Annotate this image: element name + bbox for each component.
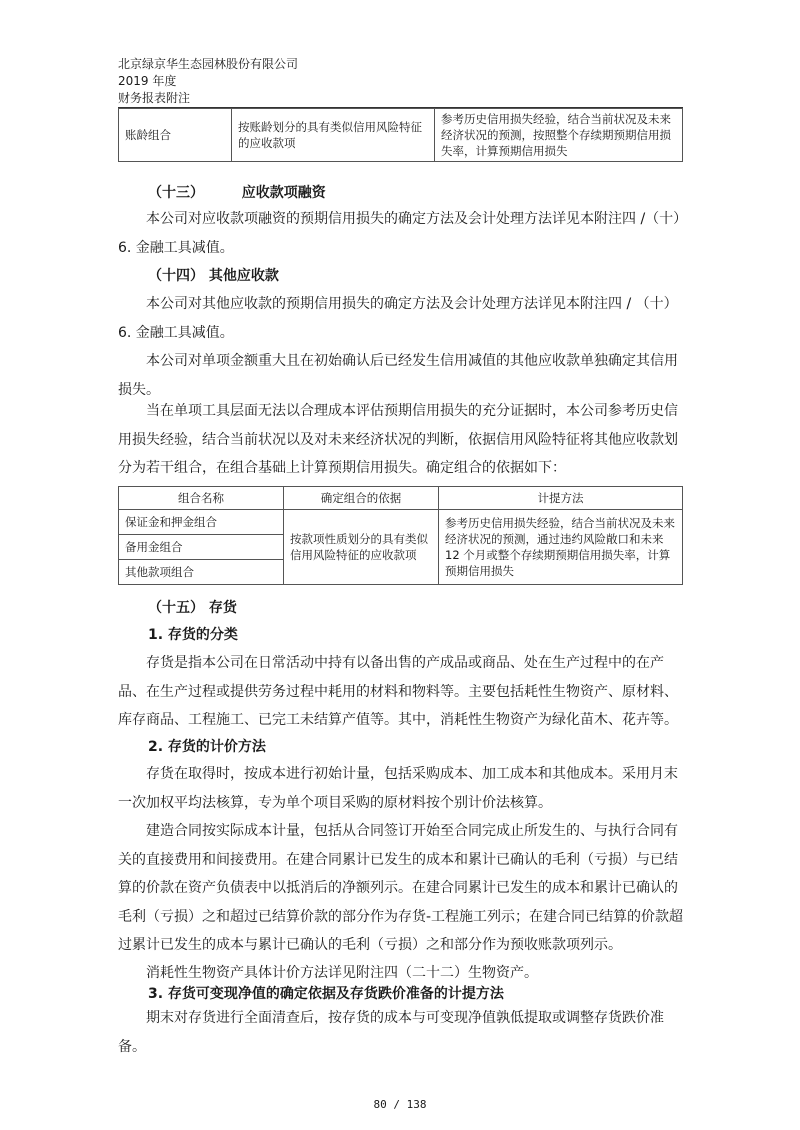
subsection-2-paragraph-3: 消耗性生物资产具体计价方法详见附注四（二十二）生物资产。 <box>146 965 538 981</box>
subsection-3-paragraph: 期末对存货进行全面清查后，按存货的成本与可变现净值孰低提取或调整存货跌价准备。 <box>118 1010 664 1055</box>
section-14-paragraph-3: 当在单项工具层面无法以合理成本评估预期信用损失的充分证据时，本公司参考历史信用损失经验，结合当前状况以及对未来经济状况的判断，依据信用风险特征将其他应收款划分为若干组合，在组合基础上计算预期信用损失。确定组合的依据如下： <box>118 403 678 476</box>
aging-combo-table <box>118 108 683 162</box>
combo-name-cell: 备用金组合 <box>119 535 284 560</box>
column-header: 确定组合的依据 <box>284 487 439 510</box>
combo-basis-cell: 按款项性质划分的具有类似信用风险特征的应收款项 <box>284 510 439 585</box>
table-row <box>119 109 683 162</box>
section-15-heading: （十五） 存货 <box>148 600 237 616</box>
combo-name-cell: 其他款项组合 <box>119 560 284 585</box>
report-year: 2019 年度 <box>118 74 177 88</box>
section-14-heading: （十四） 其他应收款 <box>148 268 279 284</box>
section-13-paragraph: 本公司对应收款项融资的预期信用损失的确定方法及会计处理方法详见本附注四 /（十）6. 金融工具减值。 <box>118 211 681 256</box>
section-13-title: 应收款项融资 <box>241 185 326 201</box>
combo-basis-cell: 按账龄划分的具有类似信用风险特征的应收款项 <box>232 109 435 162</box>
combo-method-cell: 参考历史信用损失经验，结合当前状况及未来经济状况的预测，通过违约风险敞口和未来 12 个月或整个存续期预期信用损失率，计算预期信用损失 <box>439 510 683 585</box>
combo-name-cell: 保证金和押金组合 <box>119 510 284 535</box>
subsection-2-paragraph-2: 建造合同按实际成本计量，包括从合同签订开始至合同完成止所发生的、与执行合同有关的直接费用和间接费用。在建合同累计已发生的成本和累计已确认的毛利（亏损）与已结算的价款在资产负债表中以抵消后的净额列示。在建合同累计已发生的成本和累计已确认的毛利（亏损）之和超过已结算价款的部分作为存货-工程施工列示；在建合同已结算的价款超过累计已发生的成本与累计已确认的毛利（亏损）之和部分作为预收账款项列示。 <box>118 823 684 953</box>
subsection-1-heading: 1. 存货的分类 <box>148 627 238 643</box>
subsection-3-heading: 3. 存货可变现净值的确定依据及存货跌价准备的计提方法 <box>148 986 504 1002</box>
document-title: 财务报表附注 <box>118 91 191 105</box>
subsection-1-paragraph: 存货是指本公司在日常活动中持有以备出售的产成品或商品、处在生产过程中的在产品、在生产过程或提供劳务过程中耗用的材料和物料等。主要包括耗性生物资产、原材料、库存商品、工程施工、已完工未结算产值等。其中，消耗性生物资产为绿化苗木、花卉等。 <box>118 655 678 728</box>
subsection-2-heading: 2. 存货的计价方法 <box>148 739 266 755</box>
combo-name-cell: 账龄组合 <box>119 109 232 162</box>
page-header <box>118 56 298 107</box>
combo-basis-table <box>118 486 683 585</box>
table-row <box>119 510 683 535</box>
subsection-2-paragraph-1: 存货在取得时，按成本进行初始计量，包括采购成本、加工成本和其他成本。采用月末一次加权平均法核算，专为单个项目采购的原材料按个别计价法核算。 <box>118 766 678 811</box>
column-header: 组合名称 <box>119 487 284 510</box>
column-header: 计提方法 <box>439 487 683 510</box>
section-14-paragraph-2: 本公司对单项金额重大且在初始确认后已经发生信用减值的其他应收款单独确定其信用损失。 <box>118 353 678 398</box>
table-header-row <box>119 487 683 510</box>
section-13-heading <box>148 183 326 203</box>
combo-method-cell: 参考历史信用损失经验，结合当前状况及未来经济状况的预测，按照整个存续期预期信用损失率，计算预期信用损失 <box>435 109 683 162</box>
section-14-paragraph-1: 本公司对其他应收款的预期信用损失的确定方法及会计处理方法详见本附注四 / （十）6. 金融工具减值。 <box>118 296 678 341</box>
page-number: 80 / 138 <box>373 1098 427 1111</box>
section-13-number: （十三） <box>148 185 204 201</box>
company-name: 北京绿京华生态园林股份有限公司 <box>118 57 299 71</box>
